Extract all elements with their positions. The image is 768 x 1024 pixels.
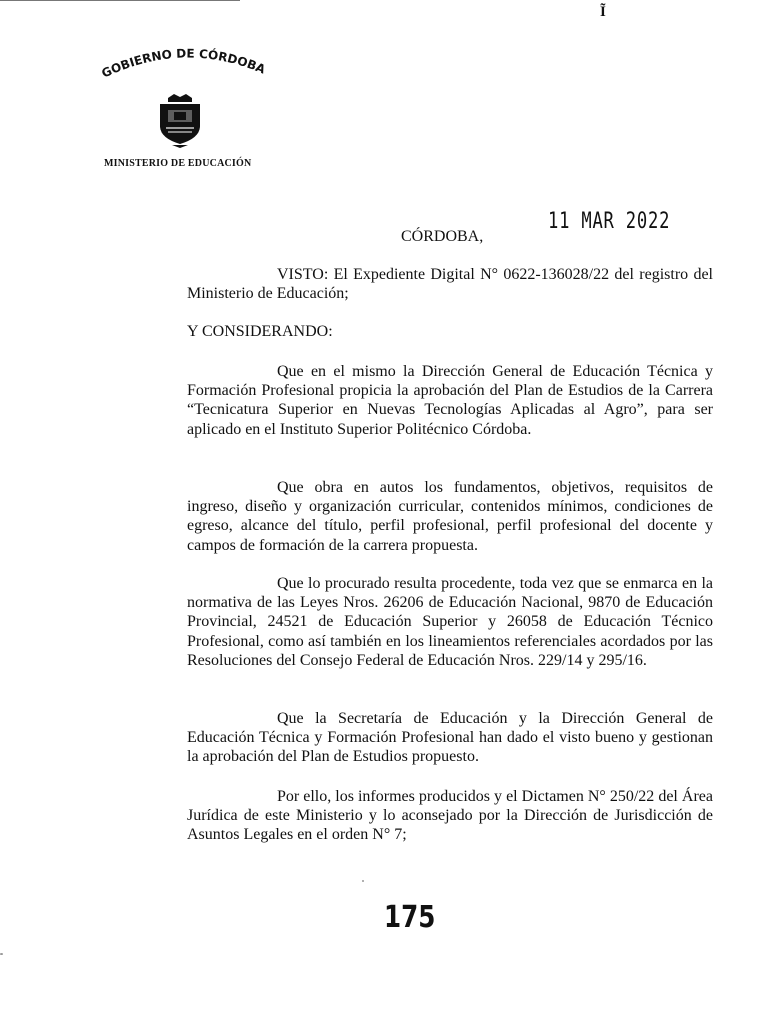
paragraph-1 — [187, 362, 713, 439]
corner-mark: Ĩ — [600, 4, 606, 20]
scan-speck — [362, 880, 364, 882]
ministry-name: MINISTERIO DE EDUCACIÓN — [104, 158, 252, 169]
paragraph-4 — [187, 709, 713, 767]
paragraph-3 — [187, 574, 713, 670]
paragraph-2 — [187, 478, 713, 555]
paragraph-4-text: Que la Secretaría de Educación y la Dirección General de Educación Técnica y Formación Profesional han dado el visto bueno y gestionan la aprobación del Plan de Estudios propuesto. — [187, 710, 713, 766]
scan-edge-line — [0, 0, 240, 1]
date-stamp: 11 MAR 2022 — [548, 209, 671, 234]
city: CÓRDOBA, — [401, 228, 484, 245]
government-logotype — [96, 40, 276, 85]
coat-of-arms-icon — [154, 92, 206, 148]
visto-paragraph — [187, 265, 713, 303]
page-number: 175 — [384, 900, 436, 935]
scan-speck — [0, 953, 3, 955]
paragraph-5 — [187, 787, 713, 845]
considerando-heading: Y CONSIDERANDO: — [187, 323, 333, 340]
paragraph-2-text: Que obra en autos los fundamentos, objetivos, requisitos de ingreso, diseño y organización curricular, contenidos mínimos, condiciones de egreso, alcance del título, perfil profesional, perfil profesional del docente y campos de formación de la carrera propuesta. — [187, 479, 713, 554]
svg-text:GOBIERNO DE CÓRDOBA: GOBIERNO DE CÓRDOBA — [99, 46, 268, 81]
visto-text: VISTO: El Expediente Digital N° 0622-136028/22 del registro del Ministerio de Educación; — [187, 266, 713, 303]
paragraph-3-text: Que lo procurado resulta procedente, toda vez que se enmarca en la normativa de las Leyes Nros. 26206 de Educación Nacional, 9870 de Educación Provincial, 24521 de Educación Superior y 26058 de Educación Técnico Profesional, como así también en los lineamientos referenciales acordados por las Resoluciones del Consejo Federal de Educación Nros. 229/14 y 295/16. — [187, 575, 713, 669]
paragraph-5-text: Por ello, los informes producidos y el Dictamen N° 250/22 del Área Jurídica de este Ministerio y lo aconsejado por la Dirección de Jurisdicción de Asuntos Legales en el orden N° 7; — [187, 788, 713, 844]
paragraph-1-text: Que en el mismo la Dirección General de Educación Técnica y Formación Profesional propicia la aprobación del Plan de Estudios de la Carrera “Tecnicatura Superior en Nuevas Tecnologías Aplicadas al Agro”, para ser aplicado en el Instituto Superior Politécnico Córdoba. — [187, 363, 713, 438]
